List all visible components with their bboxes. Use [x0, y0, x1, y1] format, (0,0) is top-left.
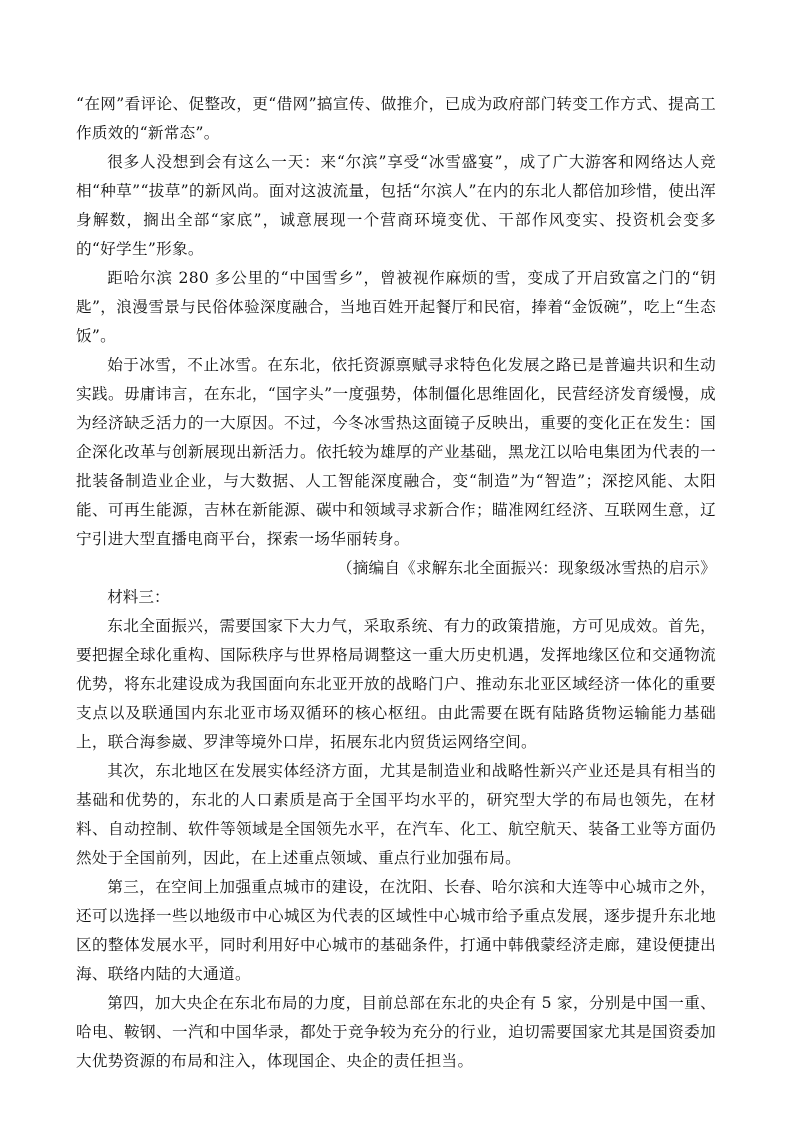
paragraph-second-measure: 其次，东北地区在发展实体经济方面，尤其是制造业和战略性新兴产业还是具有相当的基础和优势的，东北的人口素质是高于全国平均水平的，研究型大学的布局也领先，在材料、自动控制、软件等领域是全国领先水平，在汽车、化工、航空航天、装备工业等方面仍然处于全国前列，因此，在上述重点领域、重点行业加强布局。 [76, 762, 716, 867]
paragraph-erbin-trend: 很多人没想到会有这么一天：来“尔滨”享受“冰雪盛宴”，成了广大游客和网络达人竞相“种草”“拔草”的新风尚。面对这波流量，包括“尔滨人”在内的东北人都倍加珍惜，使出浑身解数，搁出全部“家底”，诚意展现一个营商环境变优、干部作风变实、投资机会变多的“好学生”形象。 [76, 153, 716, 258]
source-citation: （摘编自《求解东北全面振兴：现象级冰雪热的启示》 [336, 559, 716, 577]
paragraph-snow-town: 距哈尔滨 280 多公里的“中国雪乡”，曾被视作麻烦的雪，变成了开启致富之门的“钥匙”，浪漫雪景与民俗体验深度融合，当地百姓开起餐厅和民宿，捧着“金饭碗”，吃上“生态饭”。 [76, 269, 716, 345]
document-page [76, 90, 716, 1076]
paragraph-first-measure: 东北全面振兴，需要国家下大力气，采取系统、有力的政策措施，方可见成效。首先，要把握全球化重构、国际秩序与世界格局调整这一重大历史机遇，发挥地缘区位和交通物流优势，将东北建设成为我国面向东北亚开放的战略门户、推动东北亚区域经济一体化的重要支点以及联通国内东北亚市场双循环的核心枢纽。由此需要在既有陆路货物运输能力基础上，联合海参崴、罗津等境外口岸，拓展东北内贸货运网络空间。 [76, 617, 716, 751]
material-three-heading: 材料三： [107, 588, 170, 606]
paragraph-continued: “在网”看评论、促整改，更“借网”搞宣传、做推介，已成为政府部门转变工作方式、提高工作质效的“新常态”。 [76, 95, 716, 142]
paragraph-fourth-measure: 第四，加大央企在东北布局的力度，目前总部在东北的央企有 5 家，分别是中国一重、哈电、鞍钢、一汽和中国华录，都处于竞争较为充分的行业，迫切需要国家尤其是国资委加大优势资源的布局和注入，体现国企、央企的责任担当。 [76, 994, 716, 1070]
paragraph-beyond-ice-snow: 始于冰雪，不止冰雪。在东北，依托资源禀赋寻求特色化发展之路已是普遍共识和生动实践。毋庸讳言，在东北，“国字头”一度强势，体制僵化思维固化，民营经济发育缓慢，成为经济缺乏活力的一大原因。不过，今冬冰雪热这面镜子反映出，重要的变化正在发生：国企深化改革与创新展现出新活力。依托较为雄厚的产业基础，黑龙江以哈电集团为代表的一批装备制造业企业，与大数据、人工智能深度融合，变“制造”为“智造”；深挖风能、太阳能、可再生能源，吉林在新能源、碳中和领域寻求新合作；瞄准网红经济、互联网生意，辽宁引进大型直播电商平台，探索一场华丽转身。 [76, 356, 716, 548]
paragraph-third-measure: 第三，在空间上加强重点城市的建设，在沈阳、长春、哈尔滨和大连等中心城市之外，还可以选择一些以地级市中心城区为代表的区域性中心城市给予重点发展，逐步提升东北地区的整体发展水平，同时利用好中心城市的基础条件，打通中韩俄蒙经济走廊，建设便捷出海、联络内陆的大通道。 [76, 878, 716, 983]
